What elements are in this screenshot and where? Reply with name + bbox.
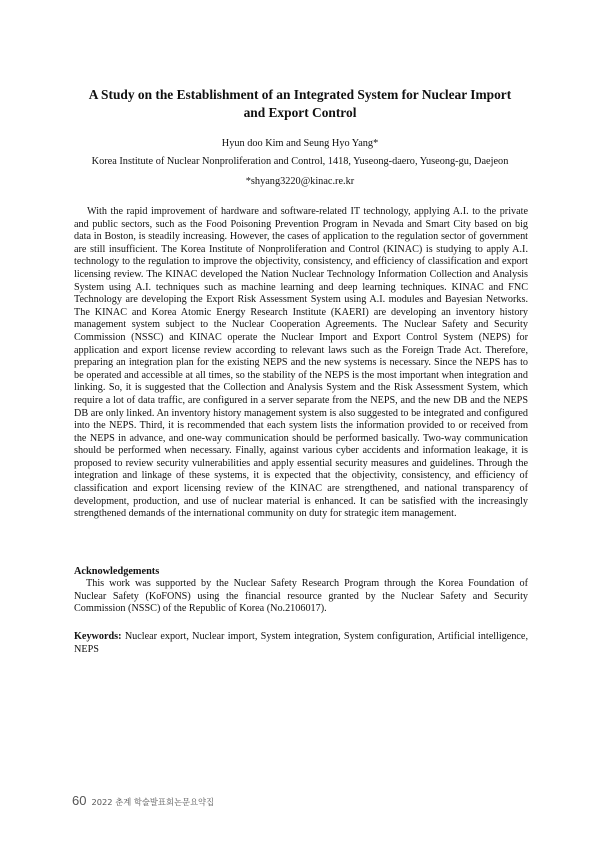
keywords-block (74, 631, 528, 656)
keywords-text: Nuclear export, Nuclear import, System integration, System configuration, Artificial intelligence, NEPS (74, 631, 529, 655)
keywords-label: Keywords: (74, 631, 122, 642)
acknowledgements-heading: Acknowledgements (74, 566, 160, 577)
corresponding-email: *shyang3220@kinac.re.kr (245, 176, 355, 187)
page-footer (72, 793, 214, 809)
affiliation: Korea Institute of Nuclear Nonproliferation and Control, 1418, Yuseong-daero, Yuseong-gu, Daejeon (91, 156, 509, 167)
journal-name: 2022 춘계 학술발표회논문요약집 (91, 797, 215, 807)
page-number: 60 (72, 793, 87, 808)
author-list: Hyun doo Kim and Seung Hyo Yang* (221, 138, 379, 149)
abstract-text: With the rapid improvement of hardware and software-related IT technology, applying A.I. to the private and public sectors, such as the Food Poisoning Prevention Program in Nevada and Smart City based on big data in Boston, is steadily increasing. However, the cases of application to the regulation sector of government are still insufficient. The Korea Institute of Nonproliferation and Control (KINAC) is studying to apply A.I. technology to the regulation to improve the objectivity, consistency, and efficiency of classification and export licensing review. The KINAC developed the Nation Nuclear Technology Information Collection and Analysis System using A.I. techniques such as machine learning and deep learning techniques. KINAC and FNC Technology are developing the Export Risk Assessment System using A.I. modules and Bayesian Networks. The KINAC and Korea Atomic Energy Research Institute (KAERI) are developing an inventory history management system subject to the Nuclear Cooperation Agreements. The Nuclear Safety and Security Commission (NSSC) and KINAC operate the Nuclear Import and Export Control System (NEPS) for application and export license review according to relevant laws such as the Foreign Trade Act. Therefore, preparing an integration plan for the existing NEPS and the new systems is necessary. Since the NEPS has to be operated and accessible at all times, so the stability of the NEPS is the most important when integration and linking. So, it is suggested that the Collection and Analysis System and the Risk Assessment System, which require a lot of data traffic, are configured in a server separate from the NEPS, and the new DB and the NEPS DB are only linked. An inventory history management system is also suggested to be integrated and configured into the NEPS. Third, it is recommended that each system lists the information provided to or received from the NEPS in advance, and one-way communication should be performed basically. Two-way communication should be performed when necessary. Finally, against various cyber accidents and information leakage, it is proposed to review security vulnerabilities and apply essential security measures and guidelines. Through the integration and linkage of these systems, it is expected that the objectivity, consistency, and efficiency of classification and export licensing review of the KINAC are strengthened, and national transparency of development, production, and use of nuclear material is enhanced. It can be satisfied with the increasingly strengthened demands of the international community on duty for strategic item management. (74, 206, 528, 520)
paper-title: A Study on the Establishment of an Integrated System for Nuclear Import and Export Control (88, 87, 512, 120)
acknowledgements-text: This work was supported by the Nuclear Safety Research Program through the Korea Foundation of Nuclear Safety (KoFONS) using the financial resource granted by the Nuclear Safety and Security Commission (NSSC) of the Republic of Korea (No.2106017). (74, 578, 528, 615)
